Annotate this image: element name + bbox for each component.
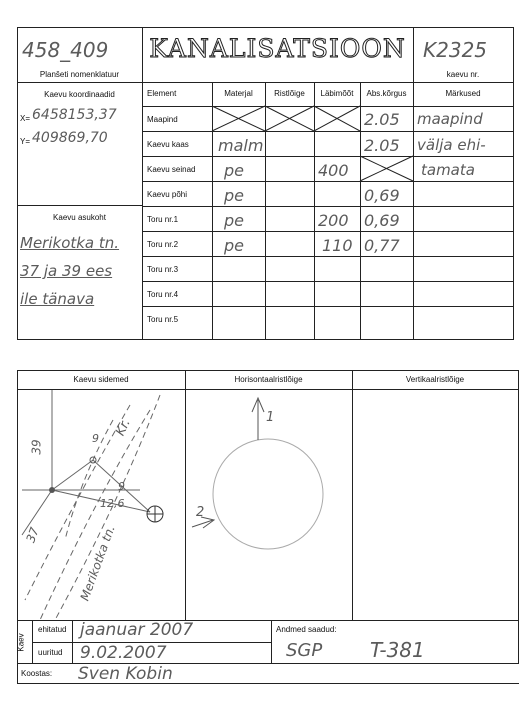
col-header-section: Ristlõige	[274, 89, 305, 98]
cell-material: pe	[224, 161, 244, 180]
built-label: ehitatud	[38, 625, 67, 634]
footer-side-label: Kaev	[16, 633, 26, 652]
cell-notes: maapind	[417, 110, 483, 128]
cell-diameter: 400	[318, 161, 349, 180]
nomenclature-value: 458_409	[22, 38, 109, 62]
data-source-label: Andmed saadud:	[276, 625, 337, 634]
arrow-1-label: 1	[266, 410, 275, 425]
coord-x-label: X=	[20, 114, 31, 123]
table-row-label: Kaevu seinad	[147, 165, 196, 174]
table-row-label: Toru nr.5	[147, 315, 179, 324]
compiler-value: Sven Kobin	[78, 664, 173, 684]
coord-y-value: 409869,70	[32, 130, 108, 146]
col-header-material: Materjal	[224, 89, 253, 98]
cell-abs-height: 0,69	[364, 186, 400, 205]
sketch-street-label: Merikotka tn.	[77, 523, 118, 603]
data-source-value-1: SGP	[286, 640, 323, 661]
sketch-kr-label: Kr.	[113, 416, 134, 439]
sketch-dist-a: 9	[118, 480, 125, 493]
table-row-label: Kaevu põhi	[147, 190, 188, 199]
table-row-label: Kaevu kaas	[147, 140, 189, 149]
data-source-value-2: T-381	[370, 638, 425, 662]
cell-notes: tamata	[421, 161, 475, 179]
well-number-caption: kaevu nr.	[446, 70, 480, 79]
location-line-1: Merikotka tn.	[20, 234, 120, 252]
location-label: Kaevu asukoht	[53, 213, 106, 222]
surveyed-value: 9.02.2007	[80, 643, 167, 663]
header-vertical-section: Vertikaalristlõige	[405, 375, 465, 384]
col-header-element: Element	[147, 89, 177, 98]
sketch-num-9: 9	[92, 432, 99, 445]
surveyed-label: uuritud	[38, 648, 63, 657]
cell-diameter: 110	[322, 236, 353, 255]
header-horizontal-section: Horisontaalristlõige	[234, 375, 303, 384]
cell-material: pe	[224, 211, 244, 230]
location-line-3: ile tänava	[20, 290, 95, 308]
col-header-abs-height: Abs.kõrgus	[366, 89, 407, 98]
coord-x-value: 6458153,37	[32, 107, 117, 123]
cell-notes: välja ehi-	[417, 136, 486, 154]
cell-diameter: 200	[318, 211, 349, 230]
table-row-label: Toru nr.4	[147, 290, 179, 299]
cell-material: malm	[218, 136, 264, 155]
sketch-label-37: 37	[23, 525, 42, 545]
table-row-label: Toru nr.1	[147, 215, 179, 224]
page-title: KANALISATSIOON	[149, 34, 406, 63]
cell-material: pe	[224, 186, 244, 205]
col-header-diameter: Läbimõõt	[320, 89, 354, 98]
cell-abs-height: 0,77	[364, 236, 400, 255]
sketch-dist-b: 12,6	[100, 497, 125, 510]
compiler-label: Koostas:	[21, 669, 53, 678]
nomenclature-caption: Planšeti nomenklatuur	[39, 70, 120, 79]
header-well-links: Kaevu sidemed	[73, 375, 129, 384]
sketch-label-39: 39	[29, 439, 44, 455]
table-row-label: Toru nr.2	[147, 240, 179, 249]
cell-abs-height: 0,69	[364, 211, 400, 230]
table-row-label: Maapind	[147, 115, 178, 124]
coord-y-label: Y=	[20, 137, 31, 146]
coords-label: Kaevu koordinaadid	[44, 90, 115, 99]
col-header-notes: Märkused	[445, 89, 481, 98]
cell-material: pe	[224, 236, 244, 255]
cell-abs-height: 2.05	[364, 136, 400, 155]
table-row-label: Toru nr.3	[147, 265, 179, 274]
arrow-2-label: 2	[196, 505, 205, 520]
well-number-value: K2325	[423, 38, 488, 62]
built-value: jaanuar 2007	[80, 620, 194, 640]
cell-abs-height: 2.05	[364, 110, 400, 129]
location-line-2: 37 ja 39 ees	[20, 262, 113, 280]
